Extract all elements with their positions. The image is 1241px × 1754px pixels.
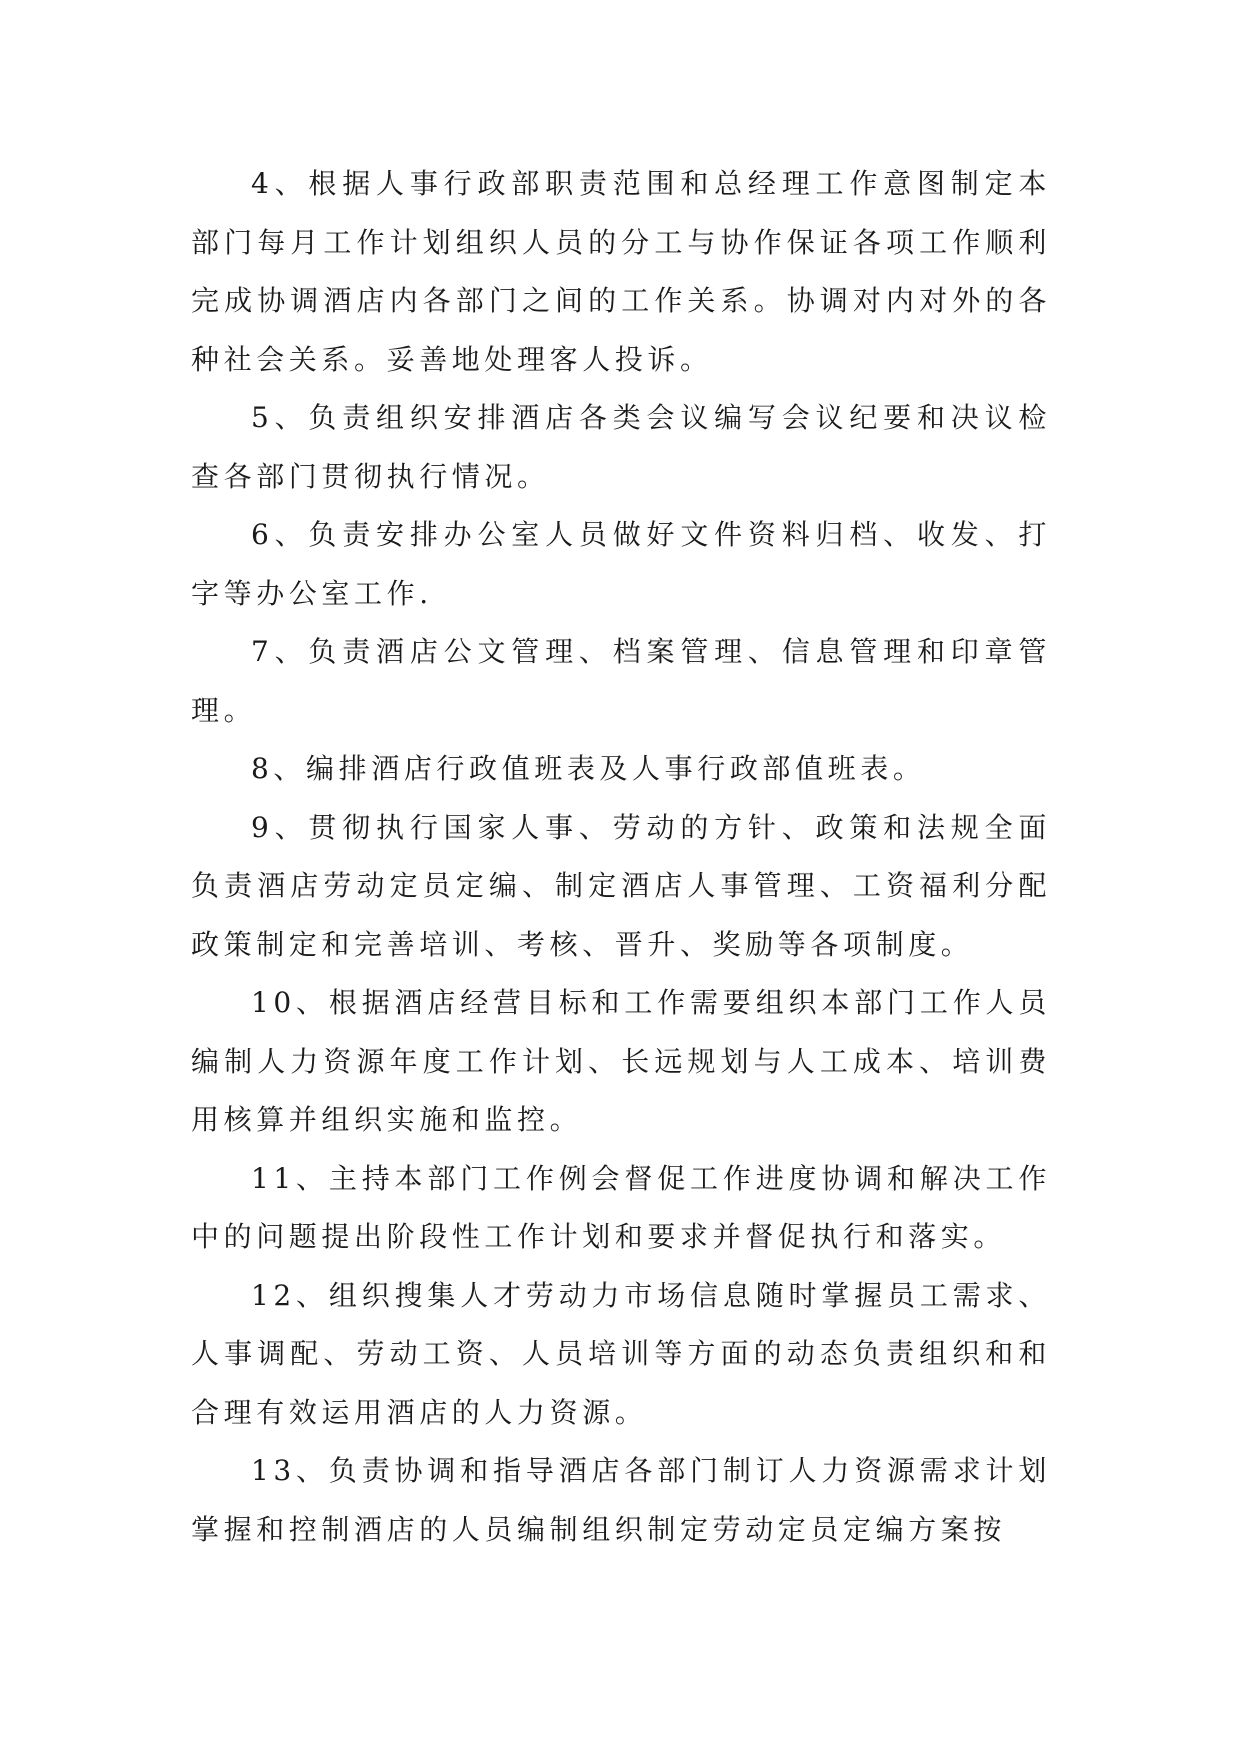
paragraph-item-7: 7、负责酒店公文管理、档案管理、信息管理和印章管理。 [191,635,1051,727]
document-page [191,155,1051,1559]
paragraph-item-11: 11、主持本部门工作例会督促工作进度协调和解决工作中的问题提出阶段性工作计划和要求并督促执行和落实。 [191,1161,1051,1253]
paragraph-item-12: 12、组织搜集人才劳动力市场信息随时掌握员工需求、人事调配、劳动工资、人员培训等方面的动态负责组织和和合理有效运用酒店的人力资源。 [191,1278,1051,1429]
paragraph-item-13: 13、负责协调和指导酒店各部门制订人力资源需求计划掌握和控制酒店的人员编制组织制定劳动定员定编方案按 [191,1454,1051,1546]
paragraph-item-9: 9、贯彻执行国家人事、劳动的方针、政策和法规全面负责酒店劳动定员定编、制定酒店人事管理、工资福利分配政策制定和完善培训、考核、晋升、奖励等各项制度。 [191,810,1051,961]
paragraph-item-4: 4、根据人事行政部职责范围和总经理工作意图制定本部门每月工作计划组织人员的分工与协作保证各项工作顺利完成协调酒店内各部门之间的工作关系。协调对内对外的各种社会关系。妥善地处理客人投诉。 [191,167,1051,376]
paragraph-item-6: 6、负责安排办公室人员做好文件资料归档、收发、打字等办公室工作. [191,518,1051,610]
paragraph-item-8: 8、编排酒店行政值班表及人事行政部值班表。 [251,752,926,785]
paragraph-item-10: 10、根据酒店经营目标和工作需要组织本部门工作人员编制人力资源年度工作计划、长远规划与人工成本、培训费用核算并组织实施和监控。 [191,986,1051,1136]
paragraph-item-5: 5、负责组织安排酒店各类会议编写会议纪要和决议检查各部门贯彻执行情况。 [191,401,1051,493]
